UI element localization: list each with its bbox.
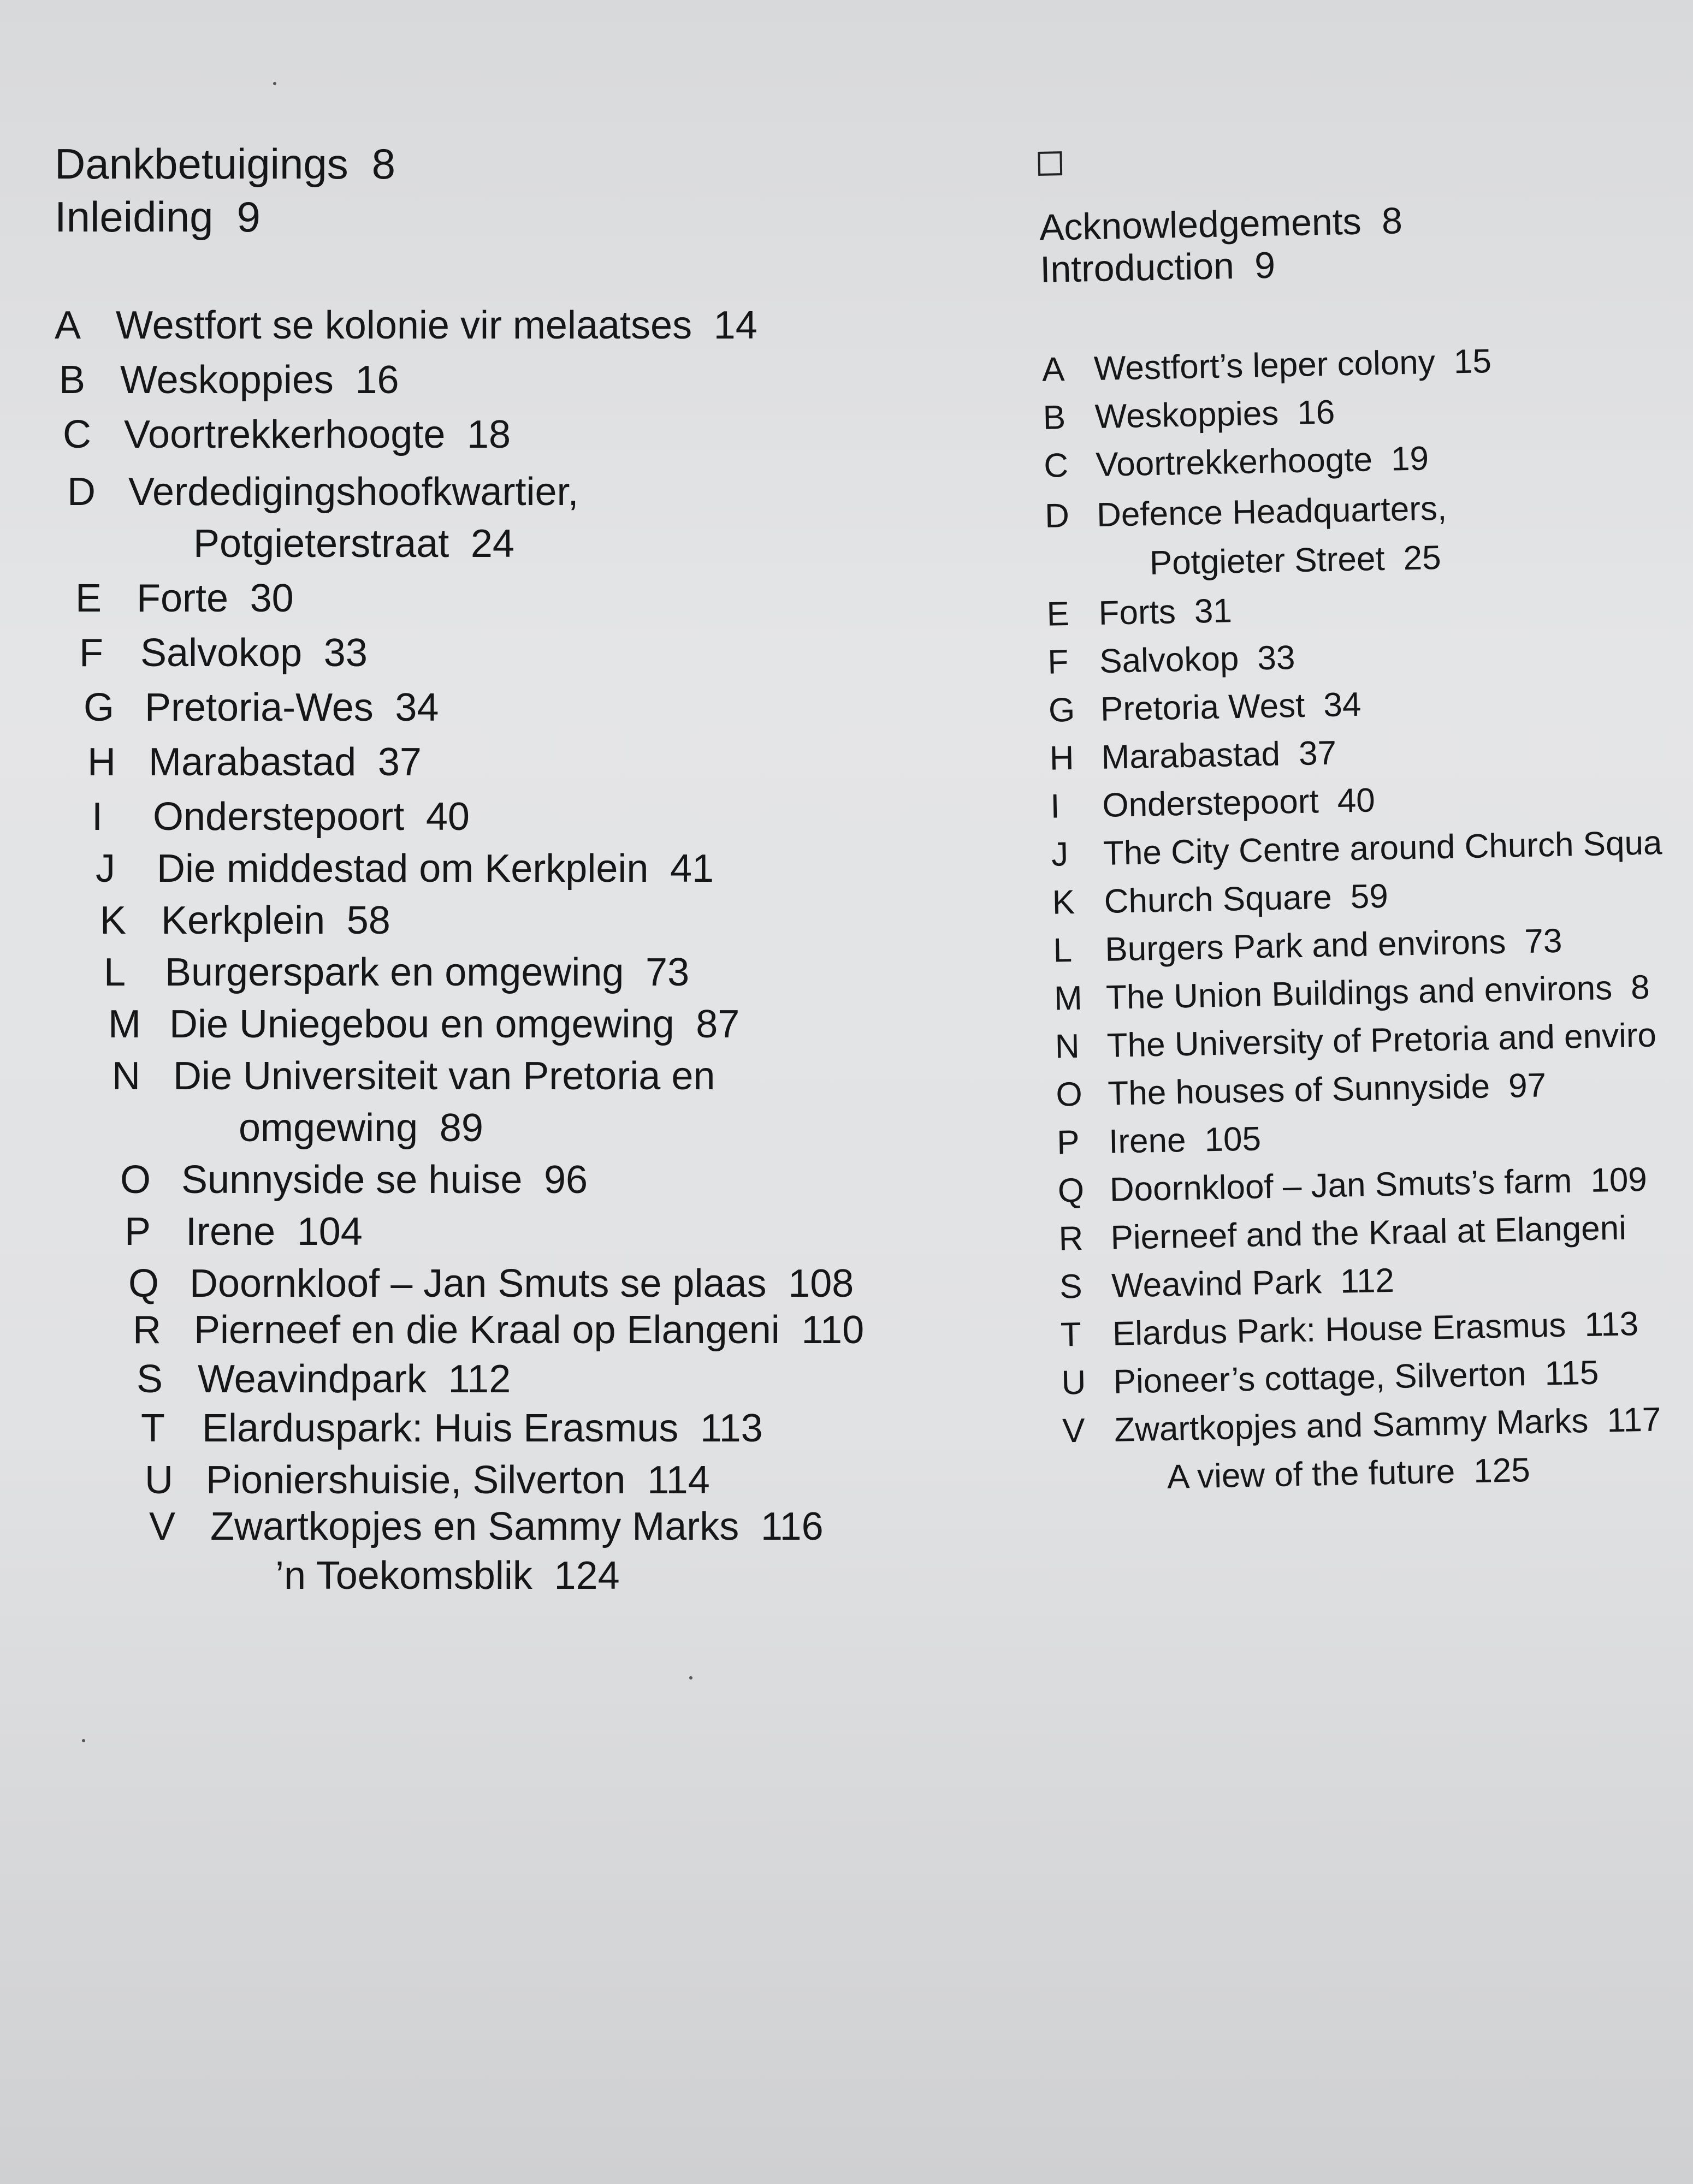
- entry-title: Church Square: [1104, 878, 1333, 921]
- page-number: 33: [1257, 639, 1295, 678]
- page-number: 73: [646, 951, 690, 994]
- toc-entry: [120, 1158, 588, 1202]
- toc-entry: [112, 1054, 737, 1099]
- page-number: 37: [1298, 734, 1337, 773]
- section-letter: O: [120, 1158, 151, 1202]
- page-number: 14: [713, 304, 757, 347]
- section-letter: T: [141, 1406, 165, 1450]
- toc-entry: [1058, 1208, 1645, 1259]
- entry-title: The houses of Sunnyside: [1107, 1067, 1490, 1113]
- entry-title: Defence Headquarters,: [1096, 489, 1447, 534]
- page-number: 105: [1204, 1120, 1262, 1159]
- toc-entry: [137, 1357, 511, 1402]
- entry-title: Irene: [186, 1210, 276, 1254]
- toc-entry: [1051, 823, 1681, 874]
- toc-entry: [1052, 877, 1388, 922]
- entry-title: Voortrekkerhoogte: [124, 413, 446, 456]
- page-number: 113: [1584, 1305, 1639, 1344]
- toc-entry: [1061, 1354, 1599, 1403]
- section-letter: E: [75, 577, 102, 620]
- page-number: 16: [355, 358, 399, 402]
- toc-entry: [1053, 968, 1650, 1018]
- section-letter: P: [1056, 1123, 1080, 1162]
- section-letter: A: [55, 304, 81, 347]
- section-letter: [1098, 574, 1150, 575]
- page-number: [1674, 1016, 1675, 1054]
- page-number: 15: [1453, 342, 1492, 381]
- entry-title: Weskoppies: [120, 358, 334, 402]
- toc-entry: [1060, 1304, 1639, 1354]
- entry-title: Marabastad: [149, 740, 357, 784]
- page-number: 113: [700, 1406, 763, 1450]
- page-number: [1680, 824, 1681, 862]
- section-letter: G: [1048, 691, 1075, 729]
- toc-entry: [1047, 638, 1295, 682]
- toc-entry: [55, 139, 395, 189]
- section-letter: V: [149, 1505, 176, 1548]
- section-letter: N: [112, 1054, 140, 1098]
- page-number: 89: [439, 1106, 483, 1150]
- page-number: 25: [1402, 538, 1442, 578]
- section-letter: F: [1047, 643, 1069, 681]
- page-number: 87: [696, 1002, 740, 1046]
- section-letter: R: [1058, 1219, 1084, 1258]
- page-number: 33: [323, 631, 368, 675]
- section-letter: G: [84, 686, 115, 729]
- toc-entry: [1062, 1400, 1661, 1450]
- entry-title: The University of Pretoria and enviro: [1106, 1016, 1657, 1065]
- page-number: 110: [801, 1308, 865, 1352]
- toc-entry: [104, 950, 689, 995]
- toc-entry: [1048, 685, 1361, 730]
- section-letter: P: [125, 1210, 151, 1254]
- entry-title: Onderstepoort: [153, 795, 405, 839]
- entry-title: Westfort’s leper colony: [1093, 343, 1436, 388]
- entry-title: Voortrekkerhoogte: [1095, 441, 1373, 484]
- toc-entry: [145, 1458, 710, 1503]
- section-letter: C: [1043, 446, 1069, 485]
- toc-entry: [67, 470, 600, 514]
- entry-title: Westfort se kolonie vir melaatses: [116, 304, 692, 347]
- page-number: 96: [544, 1158, 588, 1202]
- entry-title: Sunnyside se huise: [181, 1158, 523, 1202]
- entry-title: Burgerspark en omgewing: [165, 951, 624, 994]
- paper-speck: [273, 82, 276, 85]
- entry-title: Doornkloof – Jan Smuts’s farm: [1109, 1162, 1572, 1209]
- page-number: 8: [1381, 200, 1403, 242]
- entry-title: omgewing: [239, 1106, 418, 1150]
- section-letter: J: [96, 847, 115, 891]
- paper-speck: [689, 1676, 692, 1679]
- section-letter: K: [100, 899, 127, 942]
- entry-title: Die Universiteit van Pretoria en: [173, 1054, 715, 1098]
- entry-title: Verdedigingshoofkwartier,: [128, 470, 579, 514]
- toc-entry: [87, 740, 422, 785]
- section-letter: L: [104, 951, 126, 994]
- page-number: 41: [670, 847, 714, 891]
- toc-entry: [1039, 199, 1402, 249]
- entry-title: Weavindpark: [198, 1357, 427, 1401]
- toc-entry: [1046, 591, 1233, 634]
- section-letter: R: [133, 1308, 161, 1352]
- page-number: 115: [1544, 1354, 1599, 1393]
- toc-entry: [1053, 922, 1562, 970]
- section-letter: H: [1049, 739, 1075, 778]
- toc-entry: [1050, 781, 1376, 826]
- toc-entry: [1049, 734, 1337, 778]
- section-letter: E: [1046, 595, 1070, 633]
- page-number: 108: [788, 1262, 854, 1305]
- entry-title: Dankbetuigings: [55, 140, 348, 188]
- toc-entry: [1043, 393, 1335, 437]
- toc-entry: [177, 1106, 483, 1150]
- entry-title: Salvokop: [1099, 640, 1239, 680]
- section-letter: D: [1044, 496, 1070, 535]
- page-number: 18: [466, 413, 511, 456]
- page-number: 34: [395, 686, 439, 729]
- entry-title: Elarduspark: Huis Erasmus: [202, 1406, 679, 1450]
- page-number: 37: [377, 740, 422, 784]
- toc-entry: [79, 631, 368, 675]
- section-letter: O: [1055, 1075, 1083, 1114]
- entry-title: Forts: [1098, 593, 1176, 632]
- toc-entry: [214, 1553, 620, 1598]
- section-letter: H: [87, 740, 116, 784]
- toc-entry: [1115, 1451, 1530, 1498]
- toc-entry: [55, 192, 261, 242]
- page-number: 124: [554, 1554, 620, 1598]
- toc-entry: [141, 1406, 763, 1451]
- entry-title: Pretoria West: [1100, 686, 1305, 728]
- page-number: 117: [1606, 1400, 1661, 1440]
- page-number: 73: [1524, 922, 1563, 961]
- page-number: 58: [346, 899, 390, 942]
- section-letter: Q: [1057, 1171, 1085, 1210]
- entry-title: Acknowledgements: [1039, 200, 1362, 248]
- toc-entry: [125, 1209, 363, 1254]
- paper-speck: [82, 1739, 85, 1742]
- page-number: 8: [371, 140, 395, 188]
- entry-title: Onderstepoort: [1102, 782, 1319, 824]
- toc-entry: [1097, 538, 1441, 584]
- entry-title: Marabastad: [1100, 735, 1281, 776]
- section-letter: I: [92, 795, 103, 839]
- section-letter: M: [1053, 979, 1083, 1018]
- toc-entry: [132, 521, 514, 566]
- page-number: 9: [236, 193, 261, 241]
- page-number: 40: [425, 795, 470, 839]
- section-letter: F: [79, 631, 103, 675]
- page-number: 125: [1473, 1451, 1531, 1491]
- toc-entry: [1059, 1261, 1395, 1307]
- page-number: 109: [1590, 1160, 1648, 1200]
- entry-title: The Union Buildings and environs: [1105, 969, 1613, 1017]
- toc-entry: [1044, 489, 1465, 536]
- toc-entry: [149, 1504, 824, 1549]
- entry-title: Pioneer’s cottage, Silverton: [1112, 1355, 1527, 1401]
- entry-title: Potgieter Street: [1149, 539, 1386, 583]
- section-letter: I: [1050, 787, 1061, 826]
- toc-entry: [96, 846, 714, 891]
- entry-title: Weskoppies: [1094, 394, 1279, 436]
- entry-title: Potgieterstraat: [193, 522, 449, 566]
- page-number: 112: [448, 1357, 511, 1401]
- entry-title: Doornkloof – Jan Smuts se plaas: [190, 1262, 767, 1305]
- section-letter: [1115, 1488, 1167, 1489]
- section-letter: J: [1051, 835, 1069, 874]
- entry-title: Kerkplein: [161, 899, 325, 942]
- toc-entry: [59, 358, 399, 402]
- entry-title: Zwartkopjes and Sammy Marks: [1114, 1402, 1589, 1449]
- page-number: 116: [760, 1505, 824, 1548]
- page-number: 40: [1337, 781, 1376, 820]
- toc-entry: [1057, 1160, 1647, 1210]
- section-letter: Q: [128, 1262, 159, 1305]
- section-letter: V: [1062, 1411, 1086, 1450]
- toc-entry: [133, 1308, 864, 1352]
- page-number: 16: [1297, 393, 1335, 432]
- toc-entry: [75, 576, 294, 621]
- entry-title: Pretoria-Wes: [145, 686, 374, 729]
- page-number: 31: [1194, 592, 1233, 631]
- toc-entry: [1057, 1119, 1262, 1162]
- entry-title: Pierneef en die Kraal op Elangeni: [194, 1308, 780, 1352]
- toc-entry: [1055, 1016, 1675, 1066]
- toc-entry: [84, 685, 439, 730]
- section-letter: M: [108, 1002, 141, 1046]
- toc-entry: [100, 898, 390, 943]
- section-letter: D: [67, 470, 96, 514]
- section-letter: S: [137, 1357, 163, 1401]
- entry-title: Weavind Park: [1111, 1263, 1322, 1305]
- entry-title: Burgers Park and environs: [1104, 923, 1506, 969]
- section-letter: S: [1059, 1267, 1083, 1306]
- page-number: 104: [297, 1210, 363, 1254]
- page-number: 8: [1630, 968, 1650, 1007]
- entry-title: Elardus Park: House Erasmus: [1112, 1306, 1566, 1353]
- entry-title: Die Uniegebou en omgewing: [169, 1002, 674, 1046]
- entry-title: Inleiding: [55, 193, 214, 241]
- entry-title: A view of the future: [1167, 1452, 1455, 1496]
- toc-entry: [108, 1002, 739, 1047]
- toc-entry: [1041, 342, 1491, 389]
- entry-title: Die middestad om Kerkplein: [157, 847, 649, 891]
- toc-entry: [92, 794, 470, 839]
- page-number: 34: [1323, 685, 1362, 725]
- page-number: 112: [1340, 1261, 1395, 1301]
- entry-title: Forte: [137, 577, 229, 620]
- entry-title: The City Centre around Church Squa: [1103, 824, 1663, 873]
- entry-title: Salvokop: [140, 631, 303, 675]
- page-number: 30: [250, 577, 294, 620]
- entry-title: Pierneef and the Kraal at Elangeni: [1110, 1209, 1627, 1257]
- entry-title: Pioniershuisie, Silverton: [206, 1458, 626, 1502]
- section-letter: A: [1041, 351, 1065, 389]
- section-letter: U: [1061, 1363, 1087, 1402]
- page-number: 114: [647, 1458, 710, 1502]
- toc-entry: [128, 1261, 854, 1306]
- section-letter: U: [145, 1458, 173, 1502]
- section-letter: B: [1043, 399, 1066, 437]
- toc-entry: [1044, 439, 1429, 485]
- square-box-icon: [1038, 151, 1062, 176]
- page-number: [1644, 1209, 1645, 1247]
- toc-entry: [55, 303, 757, 348]
- section-letter: K: [1052, 883, 1075, 922]
- toc-entry: [1056, 1066, 1547, 1114]
- entry-title: Zwartkopjes en Sammy Marks: [210, 1505, 739, 1548]
- entry-title: ’n Toekomsblik: [275, 1554, 532, 1598]
- section-letter: L: [1052, 931, 1073, 970]
- section-letter: N: [1055, 1027, 1080, 1066]
- page-number: 19: [1390, 440, 1429, 478]
- page-number: 9: [1254, 244, 1276, 287]
- page-number: 97: [1508, 1066, 1547, 1105]
- entry-title: Irene: [1108, 1121, 1187, 1161]
- page-number: 59: [1350, 877, 1389, 916]
- page-number: 24: [470, 522, 514, 566]
- section-letter: T: [1060, 1315, 1082, 1354]
- toc-entry: [1040, 244, 1276, 291]
- toc-entry: [63, 412, 511, 457]
- section-letter: B: [59, 358, 86, 402]
- entry-title: Introduction: [1039, 245, 1235, 290]
- section-letter: C: [63, 413, 91, 456]
